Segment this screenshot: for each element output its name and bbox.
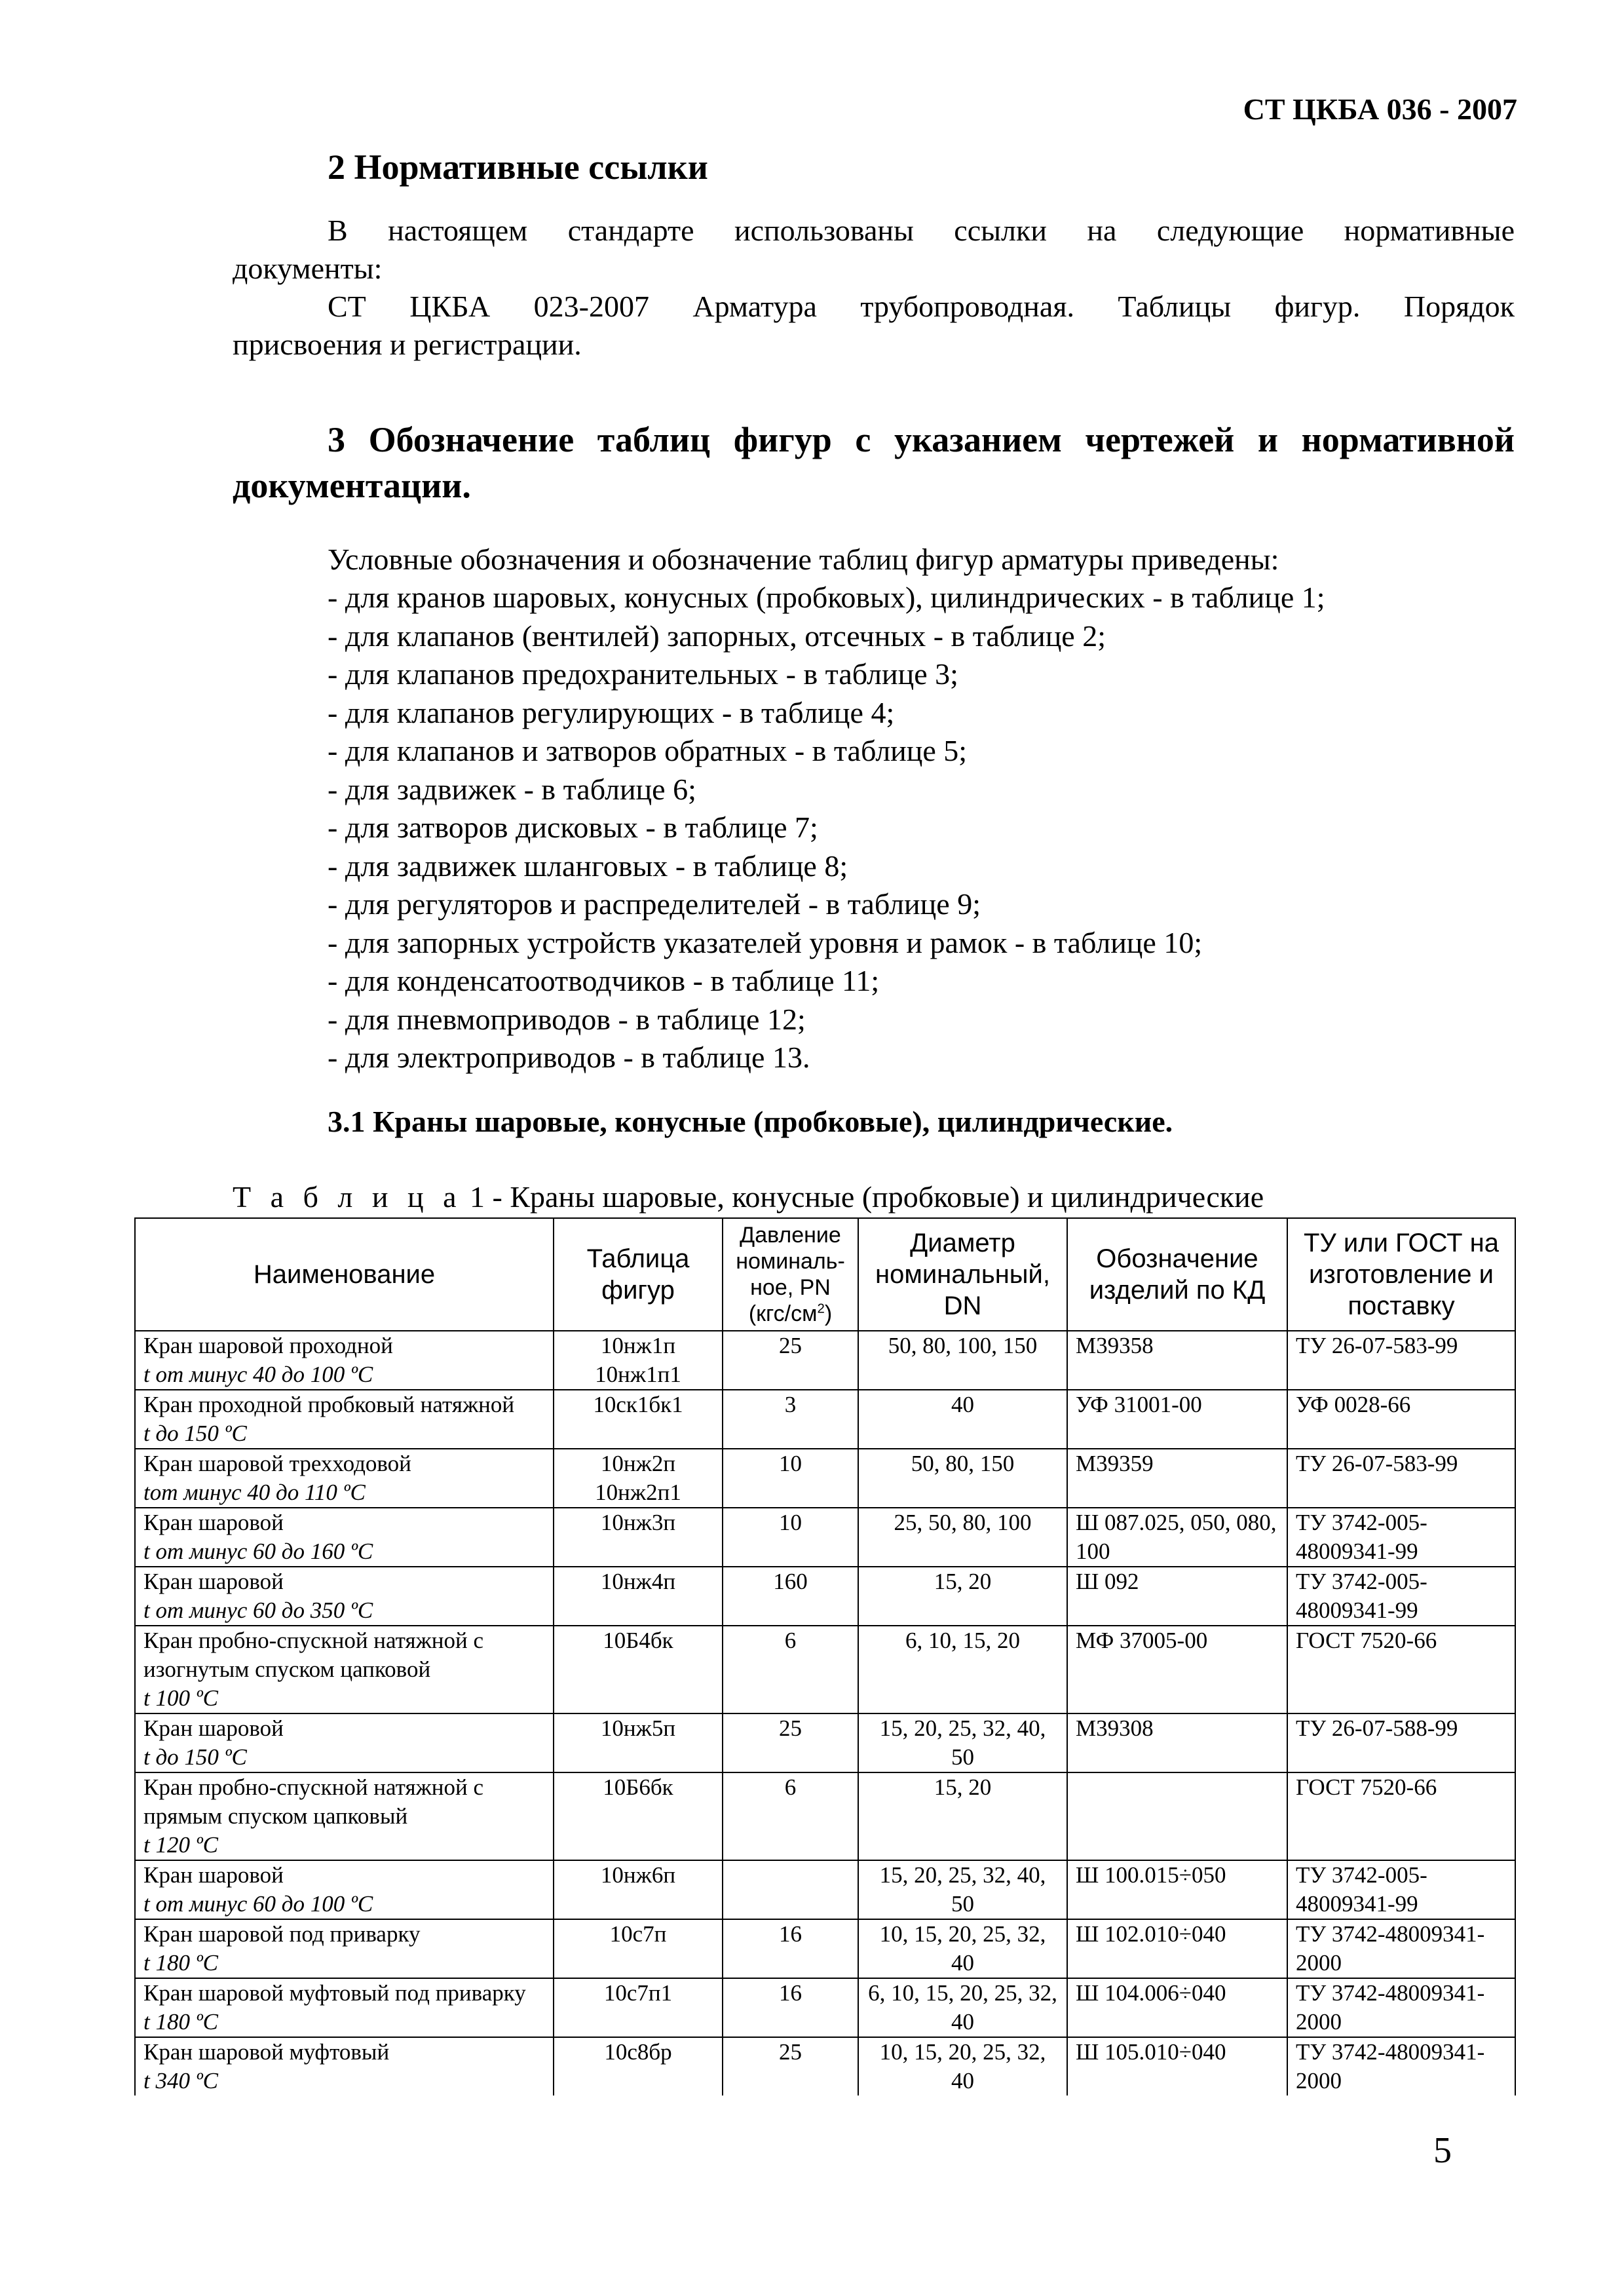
list-item: - для задвижек - в таблице 6; [328,772,696,806]
header-pressure-pn: Давление номиналь- ное, PN $(кгс/см^2)$ [723,1218,858,1331]
cell-diameter: 25, 50, 80, 100 [858,1508,1067,1567]
list-item: - для запорных устройств указателей уровня и рамок - в таблице 10; [328,925,1203,959]
cell-kd: УФ 31001-00 [1067,1390,1287,1449]
cell-diameter: 15, 20, 25, 32, 40, 50 [858,1713,1067,1772]
section-3-title-line-1: 3 Обозначение таблиц фигур с указанием чертежей и нормативной [328,420,1515,459]
cell-pressure: 10 [723,1449,858,1508]
cell-name: Кран шаровой трехходовой tот минус 40 до 110 ºС [135,1449,554,1508]
table-row [135,1626,1515,1713]
cell-tu: ТУ 3742-005-48009341-99 [1287,1860,1515,1919]
cell-figure: 10нж5п [554,1713,723,1772]
cell-figure: 10нж4п [554,1567,723,1626]
cell-name: Кран пробно-спускной натяжной с изогнутым спуском цапковой t 100 ºС [135,1626,554,1713]
cell-temperature: t 100 ºС [143,1685,218,1711]
cell-diameter: 15, 20 [858,1772,1067,1860]
cell-pressure: 6 [723,1626,858,1713]
list-item: - для пневмоприводов - в таблице 12; [328,1002,806,1036]
cell-tu: УФ 0028-66 [1287,1390,1515,1449]
section-2-paragraph-1 [233,212,1515,288]
cell-name: Кран шаровой проходной t от минус 40 до 100 ºС [135,1331,554,1390]
cell-tu: ТУ 3742-48009341-2000 [1287,2037,1515,2095]
section-3-intro: Условные обозначения и обозначение таблиц фигур арматуры приведены: [328,543,1279,576]
cell-kd: Ш 102.010÷040 [1067,1919,1287,1978]
cell-diameter: 6, 10, 15, 20 [858,1626,1067,1713]
cell-figure: 10ск1бк1 [554,1390,723,1449]
cell-figure: 10Б6бк [554,1772,723,1860]
table-caption-prefix: Т а б л и ц а [233,1180,463,1214]
list-item: - для кранов шаровых, конусных (пробковых), цилиндрических - в таблице 1; [328,581,1325,614]
cell-temperature: t до 150 ºС [143,1421,247,1446]
cell-temperature: t 340 ºС [143,2068,218,2094]
table-references-list [328,579,1325,1077]
cell-tu: ТУ 26-07-583-99 [1287,1331,1515,1390]
table-row [135,1919,1515,1978]
cell-kd: М39358 [1067,1331,1287,1390]
table-row [135,1331,1515,1390]
cell-name: Кран шаровой t от минус 60 до 100 ºС [135,1860,554,1919]
table-caption [233,1179,1264,1214]
cell-figure: 10нж2п 10нж2п1 [554,1449,723,1508]
header-name: Наименование [135,1218,554,1331]
cell-figure: 10с7п [554,1919,723,1978]
cell-name: Кран шаровой под приварку t 180 ºС [135,1919,554,1978]
table-row [135,2037,1515,2095]
list-item: - для клапанов предохранительных - в таблице 3; [328,657,958,691]
cell-tu: ТУ 3742-005-48009341-99 [1287,1508,1515,1567]
cell-temperature: t 180 ºС [143,1950,218,1976]
cell-figure: 10нж6п [554,1860,723,1919]
cell-name: Кран проходной пробковый натяжной t до 150 ºС [135,1390,554,1449]
cell-tu: ТУ 3742-48009341-2000 [1287,1919,1515,1978]
list-item: - для электроприводов - в таблице 13. [328,1041,810,1074]
cell-pressure: 160 [723,1567,858,1626]
cell-figure: 10Б4бк [554,1626,723,1713]
cell-kd: М39308 [1067,1713,1287,1772]
cell-name: Кран шаровой муфтовый t 340 ºС [135,2037,554,2095]
cell-name: Кран пробно-спускной натяжной с прямым спуском цапковый t 120 ºС [135,1772,554,1860]
cell-tu: ГОСТ 7520-66 [1287,1626,1515,1713]
header-tu-gost: ТУ или ГОСТ на изготовление и поставку [1287,1218,1515,1331]
table-row [135,1449,1515,1508]
table-row [135,1713,1515,1772]
cell-temperature: t от минус 60 до 160 ºС [143,1539,373,1564]
header-diameter-dn: Диаметр номинальный, DN [858,1218,1067,1331]
paragraph-line: присвоения и регистрации. [233,328,582,361]
cell-pressure: 3 [723,1390,858,1449]
cell-kd: Ш 087.025, 050, 080, 100 [1067,1508,1287,1567]
table-row [135,1390,1515,1449]
paragraph-line: СТ ЦКБА 023-2007 Арматура трубопроводная. Таблицы фигур. Порядок [328,290,1515,323]
cell-figure: 10с7п1 [554,1978,723,2037]
cell-name: Кран шаровой t от минус 60 до 160 ºС [135,1508,554,1567]
valve-figures-table [134,1217,1516,2095]
paragraph-line: документы: [233,252,383,285]
cell-kd: МФ 37005-00 [1067,1626,1287,1713]
list-item: - для клапанов и затворов обратных - в таблице 5; [328,734,968,767]
cell-pressure: 25 [723,1713,858,1772]
cell-temperature: t 120 ºС [143,1832,218,1858]
cell-diameter: 40 [858,1390,1067,1449]
cell-diameter: 50, 80, 100, 150 [858,1331,1067,1390]
cell-diameter: 10, 15, 20, 25, 32, 40 [858,1919,1067,1978]
list-item: - для задвижек шланговых - в таблице 8; [328,849,848,883]
cell-temperature: t от минус 60 до 350 ºС [143,1598,373,1623]
section-3-title [233,417,1515,508]
cell-pressure [723,1860,858,1919]
table-row [135,1772,1515,1860]
cell-kd: М39359 [1067,1449,1287,1508]
cell-pressure: 6 [723,1772,858,1860]
cell-diameter: 6, 10, 15, 20, 25, 32, 40 [858,1978,1067,2037]
cell-name: Кран шаровой муфтовый под приварку t 180 ºС [135,1978,554,2037]
cell-temperature: t от минус 40 до 100 ºС [143,1362,373,1387]
cell-temperature: t от минус 60 до 100 ºС [143,1891,373,1917]
list-item: - для клапанов (вентилей) запорных, отсечных - в таблице 2; [328,619,1106,653]
cell-diameter: 50, 80, 150 [858,1449,1067,1508]
cell-pressure: 16 [723,1978,858,2037]
section-3-title-line-2: документации. [233,466,471,505]
table-row [135,1508,1515,1567]
cell-figure: 10с8бр [554,2037,723,2095]
cell-figure: 10нж1п 10нж1п1 [554,1331,723,1390]
page-number: 5 [1433,2130,1452,2171]
header-figure-table: Таблица фигур [554,1218,723,1331]
section-3-1-title: 3.1 Краны шаровые, конусные (пробковые), цилиндрические. [328,1105,1173,1138]
list-item: - для клапанов регулирующих - в таблице 4; [328,695,895,729]
cell-tu: ТУ 26-07-583-99 [1287,1449,1515,1508]
cell-name: Кран шаровой t от минус 60 до 350 ºС [135,1567,554,1626]
cell-tu: ТУ 3742-48009341-2000 [1287,1978,1515,2037]
table-row [135,1567,1515,1626]
cell-diameter: 10, 15, 20, 25, 32, 40 [858,2037,1067,2095]
cell-pressure: 25 [723,1331,858,1390]
cell-diameter: 15, 20 [858,1567,1067,1626]
section-2-paragraph-2 [233,288,1515,364]
cell-temperature: tот минус 40 до 110 ºС [143,1480,366,1505]
cell-tu: ТУ 3742-005-48009341-99 [1287,1567,1515,1626]
table-row [135,1860,1515,1919]
cell-temperature: t до 150 ºС [143,1744,247,1770]
cell-kd [1067,1772,1287,1860]
list-item: - для регуляторов и распределителей - в таблице 9; [328,887,981,921]
cell-pressure: 10 [723,1508,858,1567]
cell-name: Кран шаровой t до 150 ºС [135,1713,554,1772]
cell-figure: 10нж3п [554,1508,723,1567]
cell-tu: ТУ 26-07-588-99 [1287,1713,1515,1772]
cell-tu: ГОСТ 7520-66 [1287,1772,1515,1860]
document-code-header: СТ ЦКБА 036 - 2007 [1243,92,1517,126]
header-kd-designation: Обозначение изделий по КД [1067,1218,1287,1331]
cell-pressure: 16 [723,1919,858,1978]
cell-pressure: 25 [723,2037,858,2095]
cell-kd: Ш 100.015÷050 [1067,1860,1287,1919]
table-caption-text: 1 - Краны шаровые, конусные (пробковые) и цилиндрические [462,1180,1264,1214]
cell-kd: Ш 092 [1067,1567,1287,1626]
cell-diameter: 15, 20, 25, 32, 40, 50 [858,1860,1067,1919]
table-header-row [135,1218,1515,1331]
cell-kd: Ш 105.010÷040 [1067,2037,1287,2095]
cell-temperature: t 180 ºС [143,2009,218,2035]
table-row [135,1978,1515,2037]
paragraph-line: В настоящем стандарте использованы ссылки на следующие нормативные [328,214,1515,247]
list-item: - для затворов дисковых - в таблице 7; [328,811,818,844]
list-item: - для конденсатоотводчиков - в таблице 11; [328,964,880,997]
cell-kd: Ш 104.006÷040 [1067,1978,1287,2037]
section-2-title: 2 Нормативные ссылки [328,147,708,187]
